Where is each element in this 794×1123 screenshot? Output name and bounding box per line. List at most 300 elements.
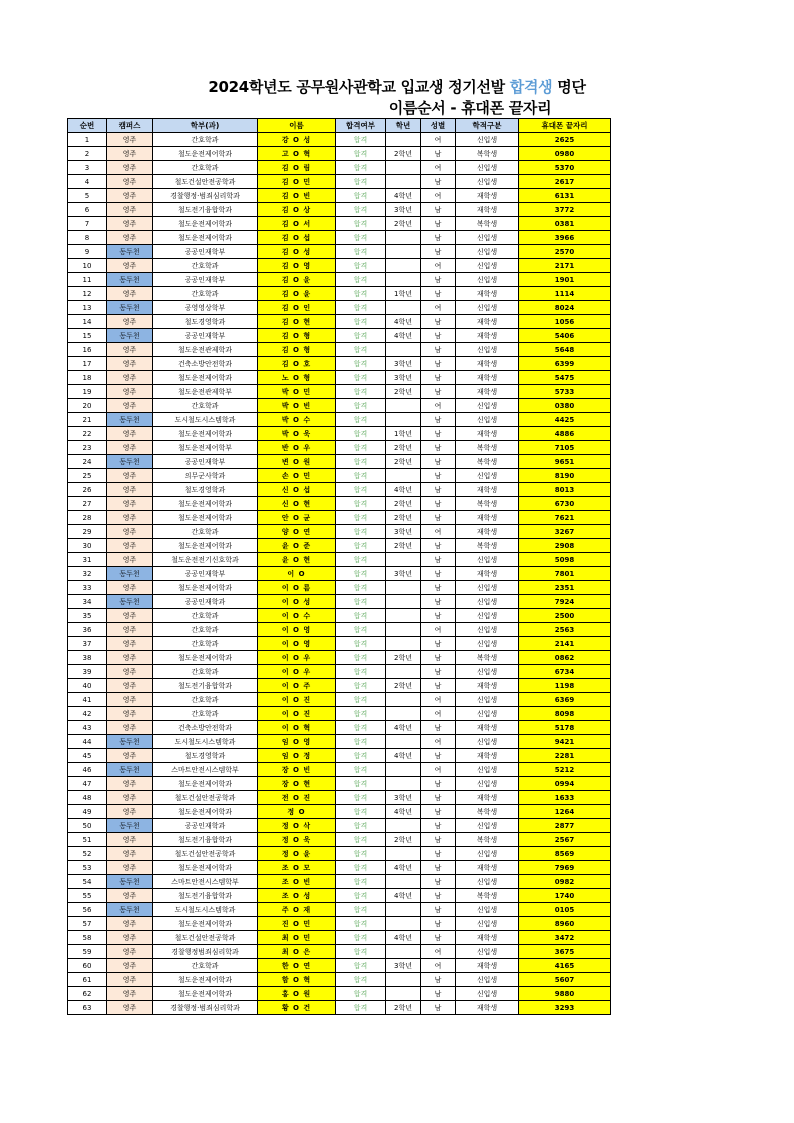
cell-campus: 영주 bbox=[107, 1001, 153, 1015]
cell-status: 신입생 bbox=[456, 595, 519, 609]
cell-index: 34 bbox=[68, 595, 107, 609]
cell-department: 철도운전제어학과 bbox=[153, 371, 258, 385]
cell-index: 29 bbox=[68, 525, 107, 539]
cell-status: 재학생 bbox=[456, 511, 519, 525]
cell-department: 도시철도시스템학과 bbox=[153, 903, 258, 917]
cell-index: 55 bbox=[68, 889, 107, 903]
table-row bbox=[68, 455, 611, 469]
cell-result: 합격 bbox=[336, 469, 386, 483]
cell-gender: 여 bbox=[421, 301, 456, 315]
cell-gender: 남 bbox=[421, 847, 456, 861]
cell-name: 김 O 형 bbox=[258, 343, 336, 357]
table-row bbox=[68, 581, 611, 595]
cell-index: 47 bbox=[68, 777, 107, 791]
cell-department: 공공인재학과 bbox=[153, 595, 258, 609]
cell-index: 62 bbox=[68, 987, 107, 1001]
cell-department: 철도건설안전공학과 bbox=[153, 931, 258, 945]
cell-campus: 영주 bbox=[107, 847, 153, 861]
cell-index: 12 bbox=[68, 287, 107, 301]
cell-result: 합격 bbox=[336, 511, 386, 525]
table-row bbox=[68, 693, 611, 707]
cell-campus: 영주 bbox=[107, 637, 153, 651]
table-row bbox=[68, 343, 611, 357]
cell-campus: 영주 bbox=[107, 679, 153, 693]
cell-campus: 동두천 bbox=[107, 455, 153, 469]
table-row bbox=[68, 315, 611, 329]
cell-campus: 영주 bbox=[107, 665, 153, 679]
cell-department: 건축소방안전학과 bbox=[153, 357, 258, 371]
table-row bbox=[68, 889, 611, 903]
cell-status: 신입생 bbox=[456, 623, 519, 637]
table-row bbox=[68, 497, 611, 511]
cell-result: 합격 bbox=[336, 987, 386, 1001]
cell-department: 공공인재학과 bbox=[153, 819, 258, 833]
table-row bbox=[68, 147, 611, 161]
cell-phone: 9651 bbox=[519, 455, 611, 469]
cell-grade: 3학년 bbox=[386, 203, 421, 217]
cell-phone: 8569 bbox=[519, 847, 611, 861]
cell-gender: 여 bbox=[421, 707, 456, 721]
cell-campus: 영주 bbox=[107, 973, 153, 987]
cell-name: 김 O 성 bbox=[258, 245, 336, 259]
cell-status: 신입생 bbox=[456, 735, 519, 749]
cell-phone: 3966 bbox=[519, 231, 611, 245]
table-row bbox=[68, 483, 611, 497]
cell-gender: 남 bbox=[421, 413, 456, 427]
cell-phone: 3472 bbox=[519, 931, 611, 945]
cell-phone: 7924 bbox=[519, 595, 611, 609]
cell-department: 간호학과 bbox=[153, 525, 258, 539]
cell-name: 박 O 욱 bbox=[258, 427, 336, 441]
cell-index: 39 bbox=[68, 665, 107, 679]
cell-name: 조 O 빈 bbox=[258, 875, 336, 889]
cell-name: 장 O 현 bbox=[258, 777, 336, 791]
cell-name: 김 O 서 bbox=[258, 217, 336, 231]
cell-result: 합격 bbox=[336, 553, 386, 567]
cell-gender: 여 bbox=[421, 133, 456, 147]
cell-result: 합격 bbox=[336, 903, 386, 917]
cell-phone: 5178 bbox=[519, 721, 611, 735]
cell-result: 합격 bbox=[336, 749, 386, 763]
cell-status: 신입생 bbox=[456, 917, 519, 931]
cell-gender: 여 bbox=[421, 399, 456, 413]
cell-campus: 영주 bbox=[107, 777, 153, 791]
cell-grade: 4학년 bbox=[386, 931, 421, 945]
cell-phone: 5370 bbox=[519, 161, 611, 175]
cell-index: 2 bbox=[68, 147, 107, 161]
cell-result: 합격 bbox=[336, 861, 386, 875]
cell-campus: 동두천 bbox=[107, 413, 153, 427]
cell-result: 합격 bbox=[336, 259, 386, 273]
cell-grade: 2학년 bbox=[386, 455, 421, 469]
header-index: 순번 bbox=[68, 119, 107, 133]
cell-phone: 2171 bbox=[519, 259, 611, 273]
table-row bbox=[68, 665, 611, 679]
cell-grade: 2학년 bbox=[386, 651, 421, 665]
cell-result: 합격 bbox=[336, 483, 386, 497]
cell-gender: 남 bbox=[421, 455, 456, 469]
cell-gender: 남 bbox=[421, 175, 456, 189]
cell-phone: 9880 bbox=[519, 987, 611, 1001]
cell-grade bbox=[386, 245, 421, 259]
cell-name: 정 O 삭 bbox=[258, 819, 336, 833]
table-row bbox=[68, 413, 611, 427]
cell-department: 간호학과 bbox=[153, 707, 258, 721]
cell-phone: 2563 bbox=[519, 623, 611, 637]
cell-index: 25 bbox=[68, 469, 107, 483]
cell-gender: 남 bbox=[421, 539, 456, 553]
cell-campus: 영주 bbox=[107, 833, 153, 847]
cell-status: 신입생 bbox=[456, 175, 519, 189]
cell-status: 재학생 bbox=[456, 287, 519, 301]
cell-campus: 영주 bbox=[107, 371, 153, 385]
table-row bbox=[68, 329, 611, 343]
cell-gender: 남 bbox=[421, 483, 456, 497]
header-name: 이름 bbox=[258, 119, 336, 133]
cell-grade: 3학년 bbox=[386, 959, 421, 973]
cell-department: 철도전기융합학과 bbox=[153, 679, 258, 693]
cell-campus: 영주 bbox=[107, 581, 153, 595]
cell-grade bbox=[386, 917, 421, 931]
cell-gender: 남 bbox=[421, 1001, 456, 1015]
cell-name: 변 O 원 bbox=[258, 455, 336, 469]
table-row bbox=[68, 805, 611, 819]
table-row bbox=[68, 441, 611, 455]
cell-campus: 영주 bbox=[107, 959, 153, 973]
cell-grade: 4학년 bbox=[386, 861, 421, 875]
cell-department: 간호학과 bbox=[153, 623, 258, 637]
cell-status: 신입생 bbox=[456, 903, 519, 917]
cell-name: 윤 O 현 bbox=[258, 553, 336, 567]
cell-result: 합격 bbox=[336, 147, 386, 161]
cell-status: 복학생 bbox=[456, 833, 519, 847]
cell-phone: 3675 bbox=[519, 945, 611, 959]
header-result: 합격여부 bbox=[336, 119, 386, 133]
cell-gender: 남 bbox=[421, 819, 456, 833]
cell-index: 52 bbox=[68, 847, 107, 861]
cell-status: 재학생 bbox=[456, 567, 519, 581]
cell-status: 재학생 bbox=[456, 749, 519, 763]
cell-result: 합격 bbox=[336, 287, 386, 301]
cell-department: 철도운전제어학과 bbox=[153, 147, 258, 161]
cell-gender: 남 bbox=[421, 273, 456, 287]
cell-grade: 4학년 bbox=[386, 749, 421, 763]
cell-grade: 2학년 bbox=[386, 511, 421, 525]
cell-campus: 영주 bbox=[107, 147, 153, 161]
table-row bbox=[68, 749, 611, 763]
cell-grade: 2학년 bbox=[386, 1001, 421, 1015]
cell-phone: 4165 bbox=[519, 959, 611, 973]
title-highlight: 합격생 bbox=[509, 78, 553, 96]
cell-name: 양 O 연 bbox=[258, 525, 336, 539]
cell-result: 합격 bbox=[336, 819, 386, 833]
cell-result: 합격 bbox=[336, 707, 386, 721]
cell-status: 신입생 bbox=[456, 763, 519, 777]
cell-gender: 남 bbox=[421, 469, 456, 483]
cell-gender: 남 bbox=[421, 973, 456, 987]
cell-department: 철도운전제어학과 bbox=[153, 497, 258, 511]
cell-grade: 2학년 bbox=[386, 217, 421, 231]
cell-phone: 2908 bbox=[519, 539, 611, 553]
table-row bbox=[68, 959, 611, 973]
cell-status: 신입생 bbox=[456, 987, 519, 1001]
cell-gender: 남 bbox=[421, 553, 456, 567]
cell-campus: 동두천 bbox=[107, 875, 153, 889]
cell-result: 합격 bbox=[336, 175, 386, 189]
cell-campus: 영주 bbox=[107, 315, 153, 329]
cell-gender: 남 bbox=[421, 651, 456, 665]
cell-gender: 남 bbox=[421, 679, 456, 693]
cell-index: 51 bbox=[68, 833, 107, 847]
cell-status: 복학생 bbox=[456, 441, 519, 455]
cell-result: 합격 bbox=[336, 637, 386, 651]
cell-campus: 영주 bbox=[107, 175, 153, 189]
cell-department: 철도운전제어학과 bbox=[153, 539, 258, 553]
cell-result: 합격 bbox=[336, 763, 386, 777]
cell-phone: 4425 bbox=[519, 413, 611, 427]
cell-gender: 여 bbox=[421, 763, 456, 777]
cell-department: 도시철도시스템학과 bbox=[153, 413, 258, 427]
cell-result: 합격 bbox=[336, 777, 386, 791]
cell-index: 27 bbox=[68, 497, 107, 511]
cell-phone: 7801 bbox=[519, 567, 611, 581]
cell-campus: 영주 bbox=[107, 623, 153, 637]
page-subtitle: 이름순서 - 휴대폰 끝자리 bbox=[388, 99, 552, 117]
cell-status: 신입생 bbox=[456, 847, 519, 861]
cell-grade bbox=[386, 763, 421, 777]
cell-phone: 6730 bbox=[519, 497, 611, 511]
cell-grade bbox=[386, 987, 421, 1001]
cell-campus: 영주 bbox=[107, 133, 153, 147]
cell-result: 합격 bbox=[336, 959, 386, 973]
cell-department: 철도운전제어학과 bbox=[153, 581, 258, 595]
cell-gender: 남 bbox=[421, 357, 456, 371]
cell-phone: 0381 bbox=[519, 217, 611, 231]
cell-campus: 동두천 bbox=[107, 763, 153, 777]
cell-phone: 0862 bbox=[519, 651, 611, 665]
cell-gender: 여 bbox=[421, 693, 456, 707]
cell-index: 9 bbox=[68, 245, 107, 259]
cell-result: 합격 bbox=[336, 133, 386, 147]
cell-gender: 여 bbox=[421, 525, 456, 539]
cell-phone: 1198 bbox=[519, 679, 611, 693]
cell-result: 합격 bbox=[336, 679, 386, 693]
cell-gender: 남 bbox=[421, 889, 456, 903]
cell-name: 손 O 민 bbox=[258, 469, 336, 483]
cell-status: 재학생 bbox=[456, 357, 519, 371]
cell-grade: 3학년 bbox=[386, 791, 421, 805]
table-row bbox=[68, 231, 611, 245]
table-row bbox=[68, 637, 611, 651]
cell-phone: 1901 bbox=[519, 273, 611, 287]
cell-name: 최 O 은 bbox=[258, 945, 336, 959]
cell-index: 8 bbox=[68, 231, 107, 245]
cell-campus: 영주 bbox=[107, 483, 153, 497]
cell-result: 합격 bbox=[336, 833, 386, 847]
cell-index: 57 bbox=[68, 917, 107, 931]
cell-grade bbox=[386, 161, 421, 175]
cell-gender: 여 bbox=[421, 959, 456, 973]
cell-grade: 2학년 bbox=[386, 441, 421, 455]
cell-grade bbox=[386, 469, 421, 483]
cell-phone: 6131 bbox=[519, 189, 611, 203]
cell-index: 38 bbox=[68, 651, 107, 665]
cell-department: 간호학과 bbox=[153, 693, 258, 707]
cell-status: 재학생 bbox=[456, 189, 519, 203]
cell-result: 합격 bbox=[336, 315, 386, 329]
cell-index: 5 bbox=[68, 189, 107, 203]
cell-phone: 8190 bbox=[519, 469, 611, 483]
cell-status: 신입생 bbox=[456, 301, 519, 315]
cell-grade bbox=[386, 903, 421, 917]
cell-grade bbox=[386, 175, 421, 189]
cell-phone: 0105 bbox=[519, 903, 611, 917]
table-row bbox=[68, 735, 611, 749]
cell-phone: 8098 bbox=[519, 707, 611, 721]
title-prefix: 2024학년도 공무원사관학교 입교생 정기선발 bbox=[208, 78, 510, 96]
cell-grade: 3학년 bbox=[386, 567, 421, 581]
table-row bbox=[68, 763, 611, 777]
table-row bbox=[68, 931, 611, 945]
header-status: 학적구분 bbox=[456, 119, 519, 133]
table-row bbox=[68, 287, 611, 301]
cell-grade: 3학년 bbox=[386, 357, 421, 371]
table-row bbox=[68, 987, 611, 1001]
cell-gender: 남 bbox=[421, 917, 456, 931]
cell-index: 63 bbox=[68, 1001, 107, 1015]
cell-result: 합격 bbox=[336, 875, 386, 889]
title-suffix: 명단 bbox=[552, 78, 586, 96]
cell-result: 합격 bbox=[336, 189, 386, 203]
cell-name: 이 O 혁 bbox=[258, 721, 336, 735]
cell-department: 철도운전제어학과 bbox=[153, 217, 258, 231]
cell-name: 정 O bbox=[258, 805, 336, 819]
table-row bbox=[68, 721, 611, 735]
cell-name: 김 O 영 bbox=[258, 259, 336, 273]
cell-index: 18 bbox=[68, 371, 107, 385]
table-row bbox=[68, 917, 611, 931]
cell-status: 재학생 bbox=[456, 203, 519, 217]
cell-grade: 2학년 bbox=[386, 833, 421, 847]
cell-name: 안 O 균 bbox=[258, 511, 336, 525]
cell-name: 김 O 인 bbox=[258, 301, 336, 315]
cell-name: 강 O 성 bbox=[258, 133, 336, 147]
cell-department: 철도경영학과 bbox=[153, 749, 258, 763]
cell-phone: 2141 bbox=[519, 637, 611, 651]
table-row bbox=[68, 301, 611, 315]
cell-name: 이 O 성 bbox=[258, 595, 336, 609]
table-row bbox=[68, 385, 611, 399]
cell-result: 합격 bbox=[336, 595, 386, 609]
cell-result: 합격 bbox=[336, 217, 386, 231]
cell-name: 정 O 욱 bbox=[258, 833, 336, 847]
cell-gender: 남 bbox=[421, 203, 456, 217]
cell-status: 신입생 bbox=[456, 553, 519, 567]
cell-index: 35 bbox=[68, 609, 107, 623]
cell-department: 공영영상학부 bbox=[153, 301, 258, 315]
cell-grade: 2학년 bbox=[386, 539, 421, 553]
cell-status: 신입생 bbox=[456, 945, 519, 959]
cell-campus: 영주 bbox=[107, 287, 153, 301]
cell-result: 합격 bbox=[336, 665, 386, 679]
table-row bbox=[68, 777, 611, 791]
cell-department: 스마트안전시스템학부 bbox=[153, 875, 258, 889]
table-row bbox=[68, 203, 611, 217]
cell-index: 7 bbox=[68, 217, 107, 231]
table-row bbox=[68, 819, 611, 833]
cell-campus: 동두천 bbox=[107, 273, 153, 287]
cell-gender: 남 bbox=[421, 987, 456, 1001]
cell-department: 스마트안전시스템학부 bbox=[153, 763, 258, 777]
cell-campus: 영주 bbox=[107, 217, 153, 231]
cell-name: 한 O 연 bbox=[258, 959, 336, 973]
cell-status: 신입생 bbox=[456, 399, 519, 413]
table-row bbox=[68, 679, 611, 693]
cell-grade bbox=[386, 609, 421, 623]
cell-grade: 2학년 bbox=[386, 147, 421, 161]
cell-phone: 8013 bbox=[519, 483, 611, 497]
cell-grade bbox=[386, 595, 421, 609]
cell-name: 김 O 림 bbox=[258, 161, 336, 175]
cell-status: 재학생 bbox=[456, 385, 519, 399]
cell-department: 공공인재학부 bbox=[153, 245, 258, 259]
table-row bbox=[68, 399, 611, 413]
cell-campus: 동두천 bbox=[107, 301, 153, 315]
cell-department: 공공인재학부 bbox=[153, 567, 258, 581]
table-row bbox=[68, 833, 611, 847]
header-row bbox=[68, 119, 611, 133]
cell-department: 철도운전제어학부 bbox=[153, 441, 258, 455]
cell-result: 합격 bbox=[336, 791, 386, 805]
cell-index: 56 bbox=[68, 903, 107, 917]
cell-result: 합격 bbox=[336, 735, 386, 749]
cell-status: 재학생 bbox=[456, 791, 519, 805]
cell-status: 신입생 bbox=[456, 259, 519, 273]
table-row bbox=[68, 861, 611, 875]
cell-phone: 0982 bbox=[519, 875, 611, 889]
cell-phone: 1633 bbox=[519, 791, 611, 805]
cell-name: 김 O 현 bbox=[258, 315, 336, 329]
cell-campus: 영주 bbox=[107, 161, 153, 175]
cell-index: 20 bbox=[68, 399, 107, 413]
cell-grade bbox=[386, 301, 421, 315]
cell-gender: 여 bbox=[421, 161, 456, 175]
cell-index: 31 bbox=[68, 553, 107, 567]
cell-phone: 1056 bbox=[519, 315, 611, 329]
cell-campus: 동두천 bbox=[107, 567, 153, 581]
cell-phone: 1114 bbox=[519, 287, 611, 301]
cell-gender: 남 bbox=[421, 721, 456, 735]
cell-result: 합격 bbox=[336, 525, 386, 539]
cell-gender: 여 bbox=[421, 259, 456, 273]
cell-grade bbox=[386, 259, 421, 273]
cell-index: 49 bbox=[68, 805, 107, 819]
cell-gender: 남 bbox=[421, 777, 456, 791]
cell-campus: 영주 bbox=[107, 805, 153, 819]
cell-result: 합격 bbox=[336, 161, 386, 175]
cell-result: 합격 bbox=[336, 1001, 386, 1015]
table-row bbox=[68, 651, 611, 665]
cell-status: 재학생 bbox=[456, 1001, 519, 1015]
cell-campus: 영주 bbox=[107, 791, 153, 805]
cell-gender: 남 bbox=[421, 315, 456, 329]
cell-index: 11 bbox=[68, 273, 107, 287]
cell-index: 53 bbox=[68, 861, 107, 875]
cell-department: 철도운전관제학과 bbox=[153, 343, 258, 357]
cell-campus: 영주 bbox=[107, 721, 153, 735]
cell-phone: 2570 bbox=[519, 245, 611, 259]
cell-phone: 0980 bbox=[519, 147, 611, 161]
